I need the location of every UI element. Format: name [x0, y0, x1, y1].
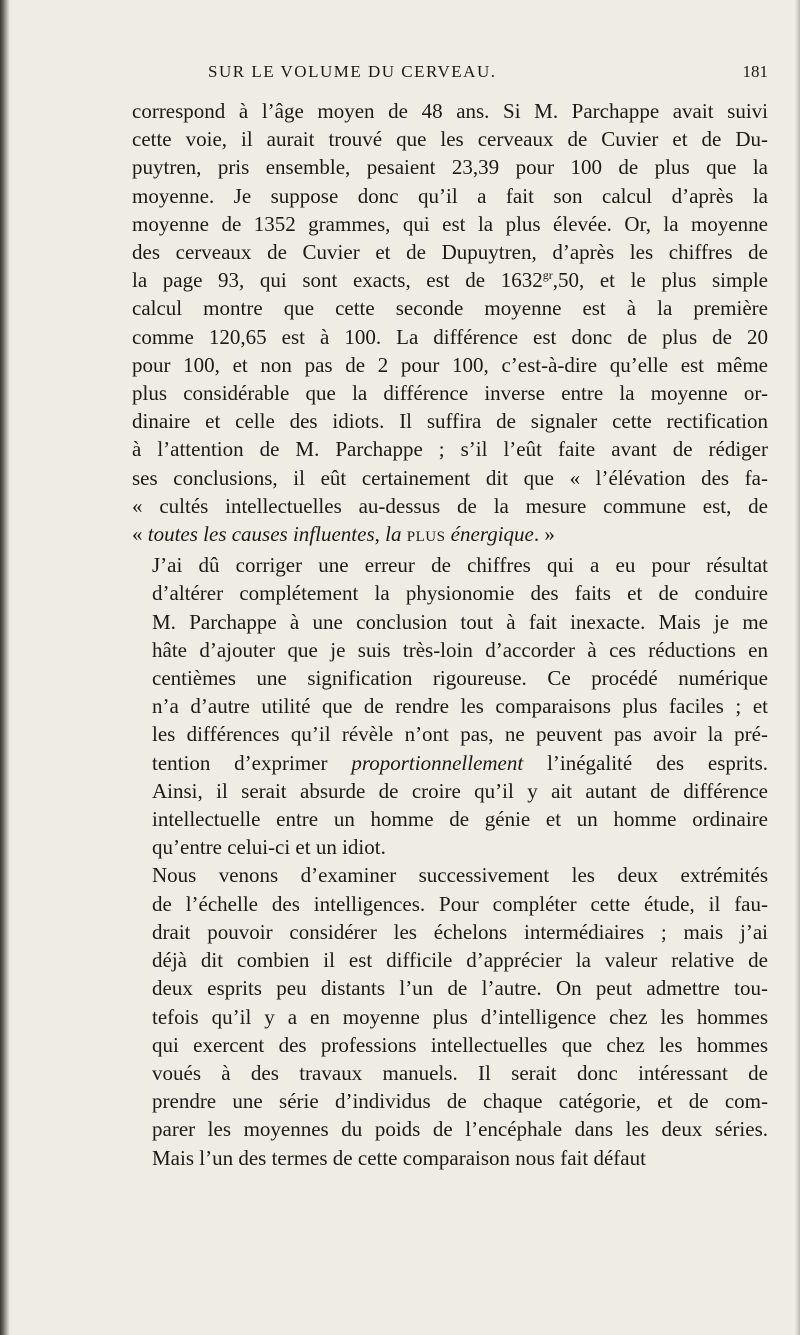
- paragraph-2: [132, 551, 768, 861]
- text-line: prendre une série d’individus de chaque catégorie, et de com-: [152, 1089, 768, 1114]
- text-line: à l’attention de M. Parchappe ; s’il l’eût faite avant de rédiger: [132, 437, 768, 462]
- text-line: moyenne de 1352 grammes, qui est la plus élevée. Or, la moyenne: [132, 211, 768, 236]
- page-binding-shadow: [0, 0, 10, 1335]
- page-number: 181: [742, 62, 768, 81]
- text-line: parer les moyennes du poids de l’encéphale dans les deux séries.: [152, 1117, 768, 1142]
- text-line: comme 120,65 est à 100. La différence est donc de plus de 20: [132, 324, 768, 349]
- text-line: Mais l’un des termes de cette comparaison nous fait défaut: [152, 1145, 646, 1170]
- text-line: tention d’exprimer proportionnellement l’inégalité des esprits.: [152, 750, 768, 775]
- text-line: pour 100, et non pas de 2 pour 100, c’est-à-dire qu’elle est même: [132, 352, 768, 377]
- text-line: la page 93, qui sont exacts, est de $1632^{gr},50$, et le plus simple: [132, 268, 768, 293]
- text-line: centièmes une signification rigoureuse. Ce procédé numérique: [152, 666, 768, 691]
- text-line: J’ai dû corriger une erreur de chiffres qui a eu pour résultat: [152, 553, 768, 578]
- text-line: des cerveaux de Cuvier et de Dupuytren, d’après les chiffres de: [132, 240, 768, 265]
- text-line: de l’échelle des intelligences. Pour compléter cette étude, il fau-: [152, 891, 768, 916]
- running-title: SUR LE VOLUME DU CERVEAU.: [208, 62, 497, 81]
- text-line: « cultés intellectuelles au-dessus de la mesure commune est, de: [132, 493, 768, 518]
- text-line: hâte d’ajouter que je suis très-loin d’accorder à ces réductions en: [152, 637, 768, 662]
- text-line: moyenne. Je suppose donc qu’il a fait son calcul d’après la: [132, 183, 768, 208]
- text-line: plus considérable que la différence inverse entre la moyenne or-: [132, 381, 768, 406]
- text-line: cette voie, il aurait trouvé que les cerveaux de Cuvier et de Du-: [132, 127, 768, 152]
- page-edge: [794, 0, 800, 1335]
- text-line: calcul montre que cette seconde moyenne est à la première: [132, 296, 768, 321]
- text-line: n’a d’autre utilité que de rendre les comparaisons plus faciles ; et: [152, 694, 768, 719]
- text-line: d’altérer complétement la physionomie des faits et de conduire: [152, 581, 768, 606]
- body-text: [132, 97, 768, 1172]
- text-line: tefois qu’il y a en moyenne plus d’intelligence chez les hommes: [152, 1004, 768, 1029]
- text-line: Ainsi, il serait absurde de croire qu’il y ait autant de différence: [152, 778, 768, 803]
- text-line: voués à des travaux manuels. Il serait donc intéressant de: [152, 1060, 768, 1085]
- text-line: dinaire et celle des idiots. Il suffira de signaler cette rectification: [132, 409, 768, 434]
- text-line: Nous venons d’examiner successivement les deux extrémités: [152, 863, 768, 888]
- page-header: [130, 62, 770, 88]
- text-line: intellectuelle entre un homme de génie et un homme ordinaire: [152, 807, 768, 832]
- text-line: les différences qu’il révèle n’ont pas, ne peuvent pas avoir la pré-: [152, 722, 768, 747]
- text-line: qui exercent des professions intellectuelles que chez les hommes: [152, 1032, 768, 1057]
- text-line: drait pouvoir considérer les échelons intermédiaires ; mais j’ai: [152, 919, 768, 944]
- paragraph-3: [132, 861, 768, 1171]
- text-line: puytren, pris ensemble, pesaient 23,39 pour 100 de plus que la: [132, 155, 768, 180]
- text-line: correspond à l’âge moyen de 48 ans. Si M. Parchappe avait suivi: [132, 99, 768, 123]
- paragraph-1: [132, 97, 768, 551]
- text-line: « toutes les causes influentes, la PLUS énergique. »: [132, 522, 555, 547]
- text-line: deux esprits peu distants l’un de l’autre. On peut admettre tou-: [152, 976, 768, 1001]
- text-line: ses conclusions, il eût certainement dit que « l’élévation des fa-: [132, 465, 768, 490]
- text-line: déjà dit combien il est difficile d’apprécier la valeur relative de: [152, 948, 768, 973]
- text-line: M. Parchappe à une conclusion tout à fait inexacte. Mais je me: [152, 609, 768, 634]
- text-line: qu’entre celui-ci et un idiot.: [152, 835, 386, 860]
